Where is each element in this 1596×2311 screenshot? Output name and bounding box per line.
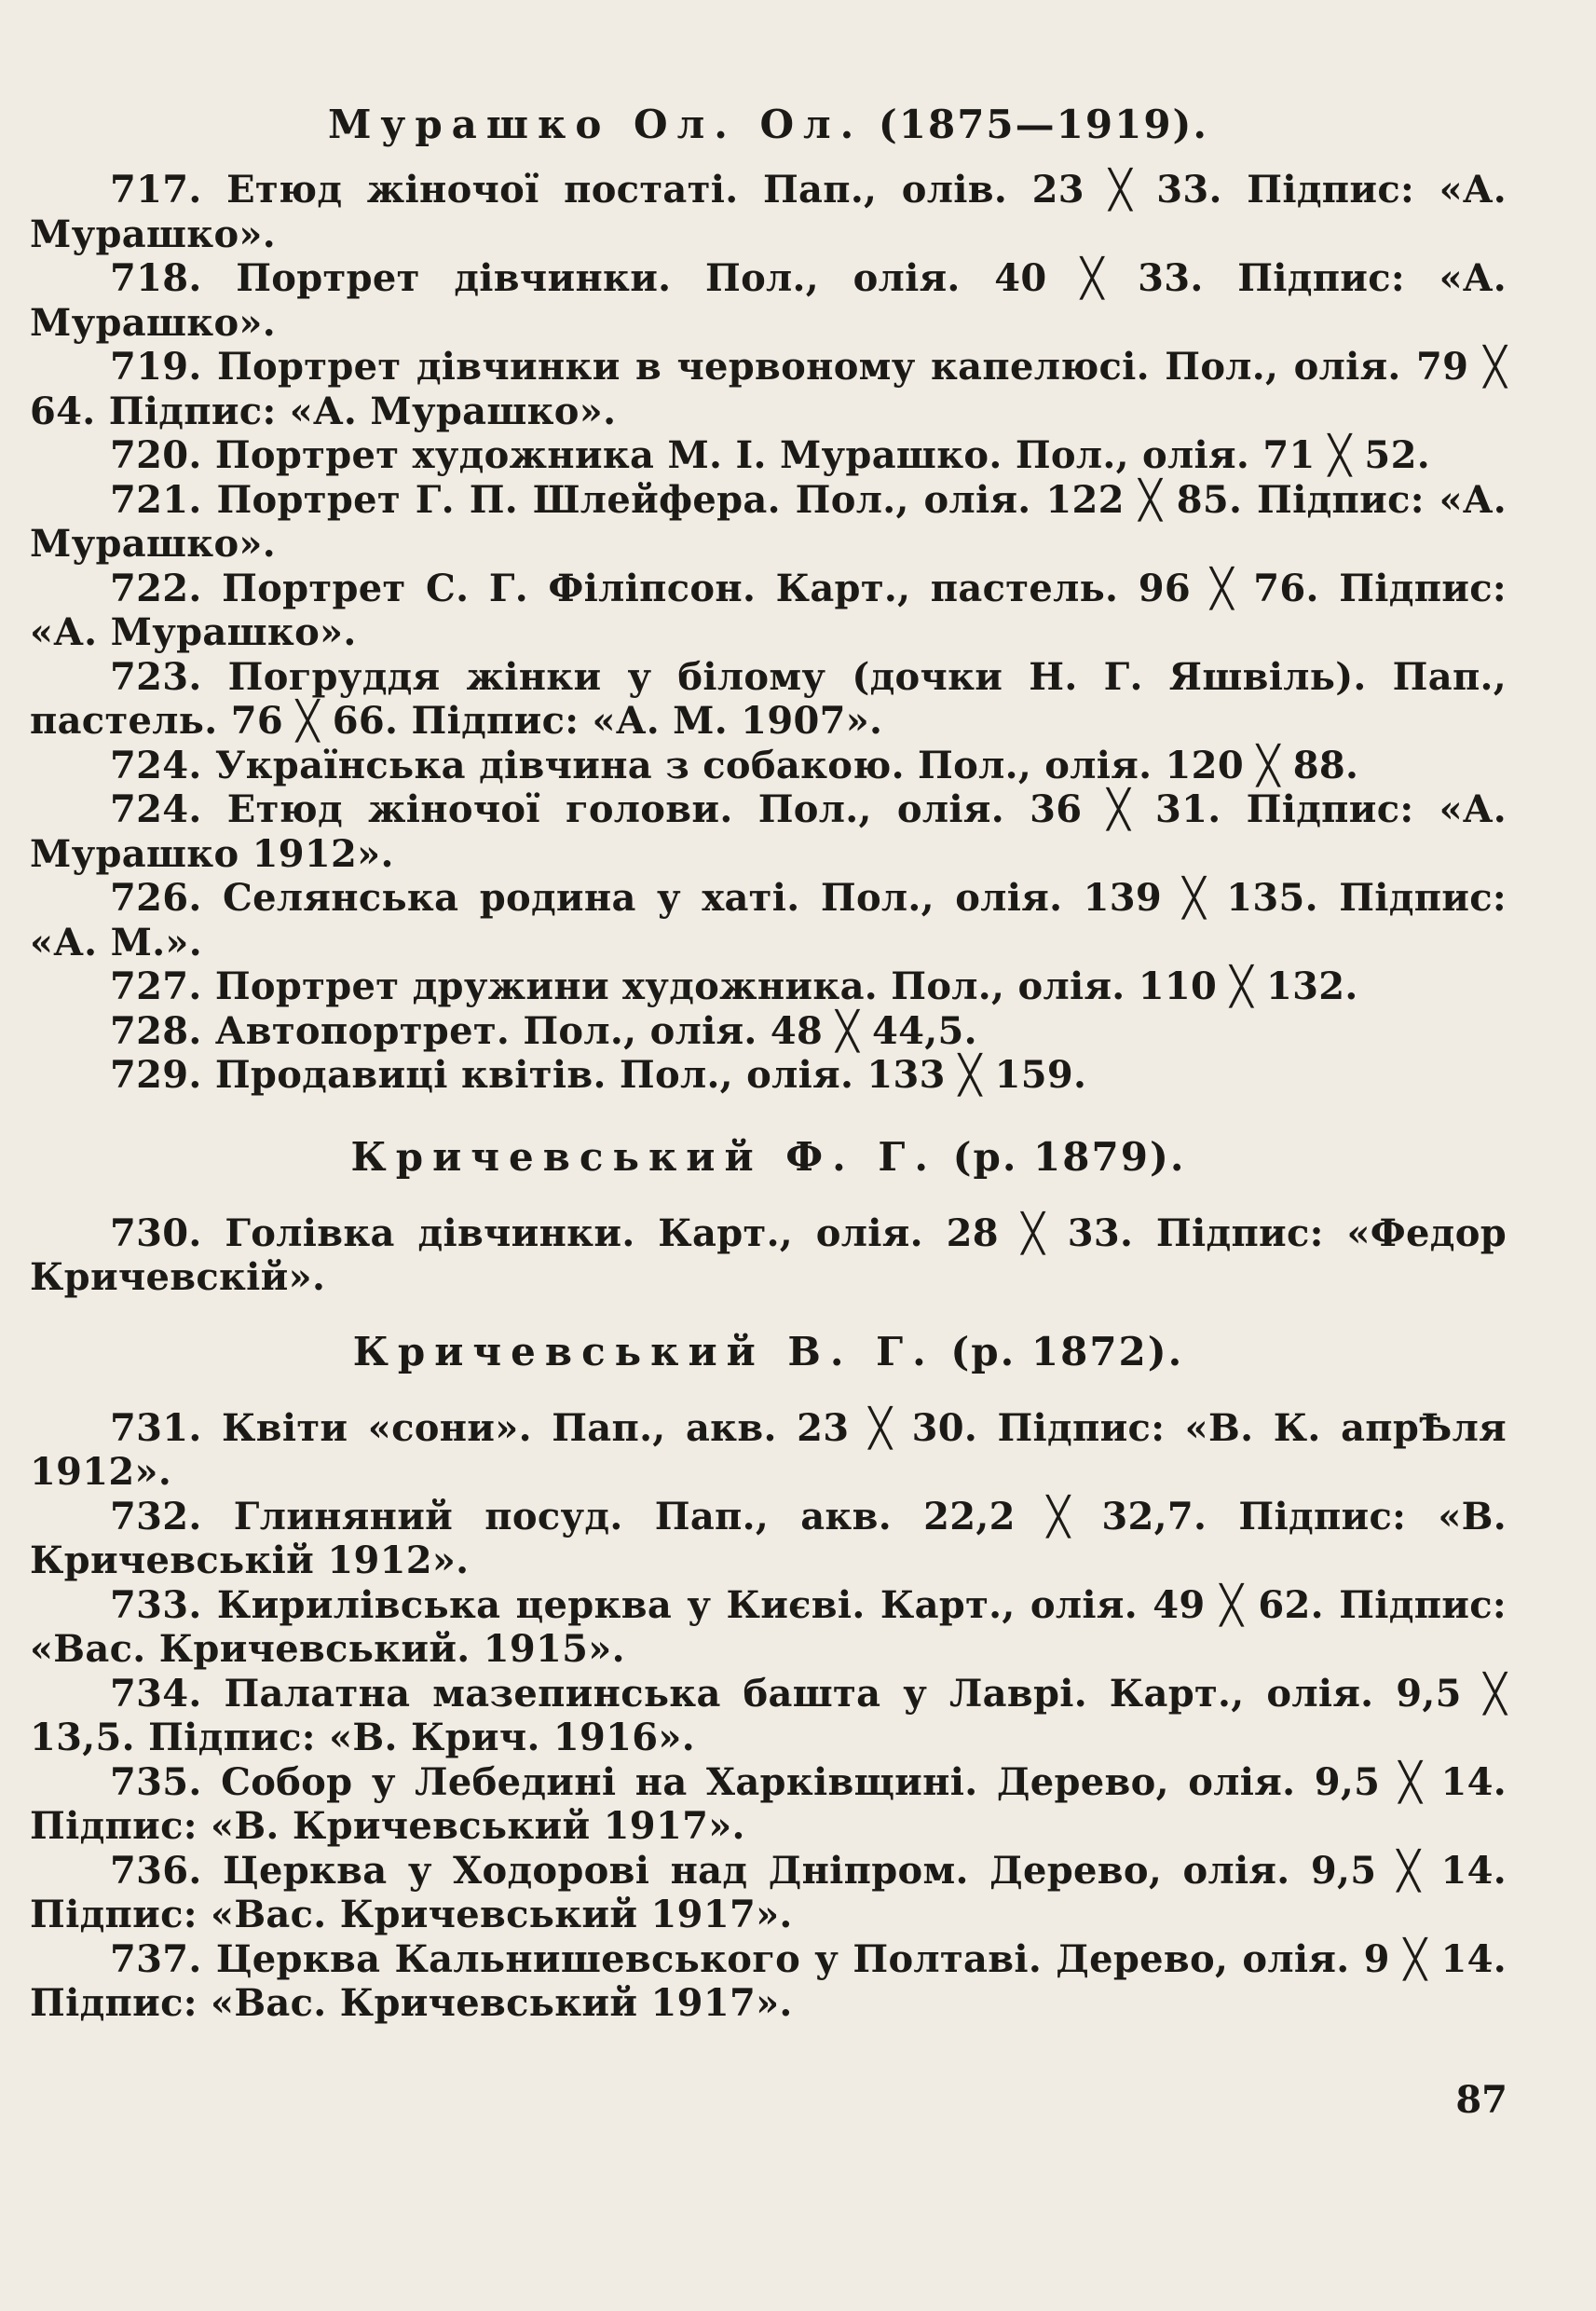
catalog-entry: [30, 1053, 1507, 1098]
catalog-entry: [30, 1849, 1507, 1937]
catalog-page: [30, 101, 1507, 2026]
entry-text: Етюд жіночої голови. Пол., олія. 36 ╳ 31. Підпис: «А. Мурашко 1912».: [30, 787, 1507, 876]
entry-number: 728.: [110, 1008, 202, 1053]
entry-number: 731.: [110, 1405, 202, 1450]
catalog-entry: [30, 1495, 1507, 1583]
entry-text: Портрет дівчинки. Пол., олія. 40 ╳ 33. Підпис: «А. Мурашко».: [30, 256, 1507, 345]
entry-number: 729.: [110, 1053, 202, 1097]
entry-number: 717.: [110, 168, 202, 212]
entry-text: Портрет дівчинки в червоному капелюсі. Пол., олія. 79 ╳ 64. Підпис: «А. Мурашко».: [30, 345, 1507, 433]
artist-name: Кричевський В. Г.: [352, 1328, 935, 1374]
entry-number: 718.: [110, 256, 202, 300]
entry-text: Палатна мазепинська башта у Лаврі. Карт., олія. 9,5 ╳ 13,5. Підпис: «В. Крич. 1916».: [30, 1671, 1507, 1759]
artist-dates: (р. 1879).: [952, 1133, 1186, 1180]
page-number: 87: [1455, 2078, 1507, 2122]
catalog-entry: [30, 1937, 1507, 2026]
entry-number: 734.: [110, 1671, 202, 1716]
entry-number: 737.: [110, 1936, 202, 1981]
entry-number: 735.: [110, 1759, 202, 1804]
catalog-entry: [30, 567, 1507, 655]
entry-text: Портрет С. Г. Філіпсон. Карт., пастель. 96 ╳ 76. Підпис: «А. Мурашко».: [30, 566, 1507, 654]
entry-number: 733.: [110, 1582, 202, 1627]
entry-number: 726.: [110, 876, 202, 920]
catalog-entry: [30, 1406, 1507, 1495]
entry-number: 736.: [110, 1848, 202, 1893]
entry-text: Продавиці квітів. Пол., олія. 133 ╳ 159.: [214, 1053, 1087, 1097]
entry-number: 724.: [110, 743, 202, 787]
section-heading-krychevsky-f: [30, 1133, 1507, 1182]
catalog-entry: [30, 1760, 1507, 1849]
artist-dates: (р. 1872).: [950, 1328, 1184, 1374]
entry-number: 730.: [110, 1210, 202, 1255]
catalog-entry: [30, 1211, 1507, 1300]
catalog-entry: [30, 1672, 1507, 1760]
entry-text: Голівка дівчинки. Карт., олія. 28 ╳ 33. Підпис: «Федор Кричевскій».: [30, 1210, 1507, 1299]
entry-text: Автопортрет. Пол., олія. 48 ╳ 44,5.: [214, 1008, 977, 1053]
artist-dates: (1875—1919).: [878, 102, 1209, 147]
entry-text: Погруддя жінки у білому (дочки Н. Г. Яшвіль). Пап., пастель. 76 ╳ 66. Підпис: «А. М. 1907».: [30, 654, 1507, 743]
catalog-entry: [30, 744, 1507, 788]
catalog-entry: [30, 964, 1507, 1009]
entry-text: Портрет Г. П. Шлейфера. Пол., олія. 122 ╳ 85. Підпис: «А. Мурашко».: [30, 477, 1507, 566]
entry-text: Церква Кальнишевського у Полтаві. Дерево, олія. 9 ╳ 14. Підпис: «Вас. Кричевський 1917».: [30, 1936, 1507, 2025]
catalog-entry: [30, 256, 1507, 345]
entry-text: Портрет дружини художника. Пол., олія. 110 ╳ 132.: [214, 964, 1358, 1008]
entry-text: Собор у Лебедині на Харківщині. Дерево, олія. 9,5 ╳ 14. Підпис: «В. Кричевський 1917».: [30, 1759, 1507, 1848]
section-heading-krychevsky-v: [30, 1328, 1507, 1376]
catalog-entry: [30, 655, 1507, 744]
artist-name: Кричевський Ф. Г.: [350, 1133, 937, 1180]
entry-number: 727.: [110, 964, 202, 1008]
entry-number: 721.: [110, 477, 202, 522]
entry-number: 720.: [110, 433, 202, 477]
catalog-entry: [30, 876, 1507, 964]
entry-number: 732.: [110, 1494, 202, 1538]
catalog-entry: [30, 433, 1507, 478]
entry-text: Кирилівська церква у Києві. Карт., олія. 49 ╳ 62. Підпис: «Вас. Кричевський. 1915».: [30, 1582, 1507, 1671]
entry-text: Глиняний посуд. Пап., акв. 22,2 ╳ 32,7. Підпис: «В. Кричевській 1912».: [30, 1494, 1507, 1582]
entry-text: Етюд жіночої постаті. Пап., олів. 23 ╳ 33. Підпис: «А. Мурашко».: [30, 168, 1507, 256]
entry-number: 723.: [110, 654, 202, 699]
entry-number: 719.: [110, 345, 202, 389]
catalog-entry: [30, 1009, 1507, 1054]
catalog-entry: [30, 345, 1507, 433]
entry-text: Українська дівчина з собакою. Пол., олія. 120 ╳ 88.: [214, 743, 1359, 787]
entry-text: Портрет художника М. І. Мурашко. Пол., олія. 71 ╳ 52.: [214, 433, 1430, 477]
catalog-entry: [30, 1583, 1507, 1672]
entry-text: Церква у Ходорові над Дніпром. Дерево, олія. 9,5 ╳ 14. Підпис: «Вас. Кричевський 1917».: [30, 1848, 1507, 1936]
entry-number: 722.: [110, 566, 202, 610]
catalog-entry: [30, 478, 1507, 567]
section-heading-murashko: [30, 101, 1507, 149]
entry-text: Селянська родина у хаті. Пол., олія. 139 ╳ 135. Підпис: «А. М.».: [30, 876, 1507, 964]
artist-name: Мурашко Ол. Ол.: [327, 102, 864, 147]
catalog-entry: [30, 168, 1507, 256]
entry-text: Квіти «сони». Пап., акв. 23 ╳ 30. Підпис: «В. К. апрѢля 1912».: [30, 1405, 1507, 1494]
entry-number: 724.: [110, 787, 202, 831]
catalog-entry: [30, 787, 1507, 876]
